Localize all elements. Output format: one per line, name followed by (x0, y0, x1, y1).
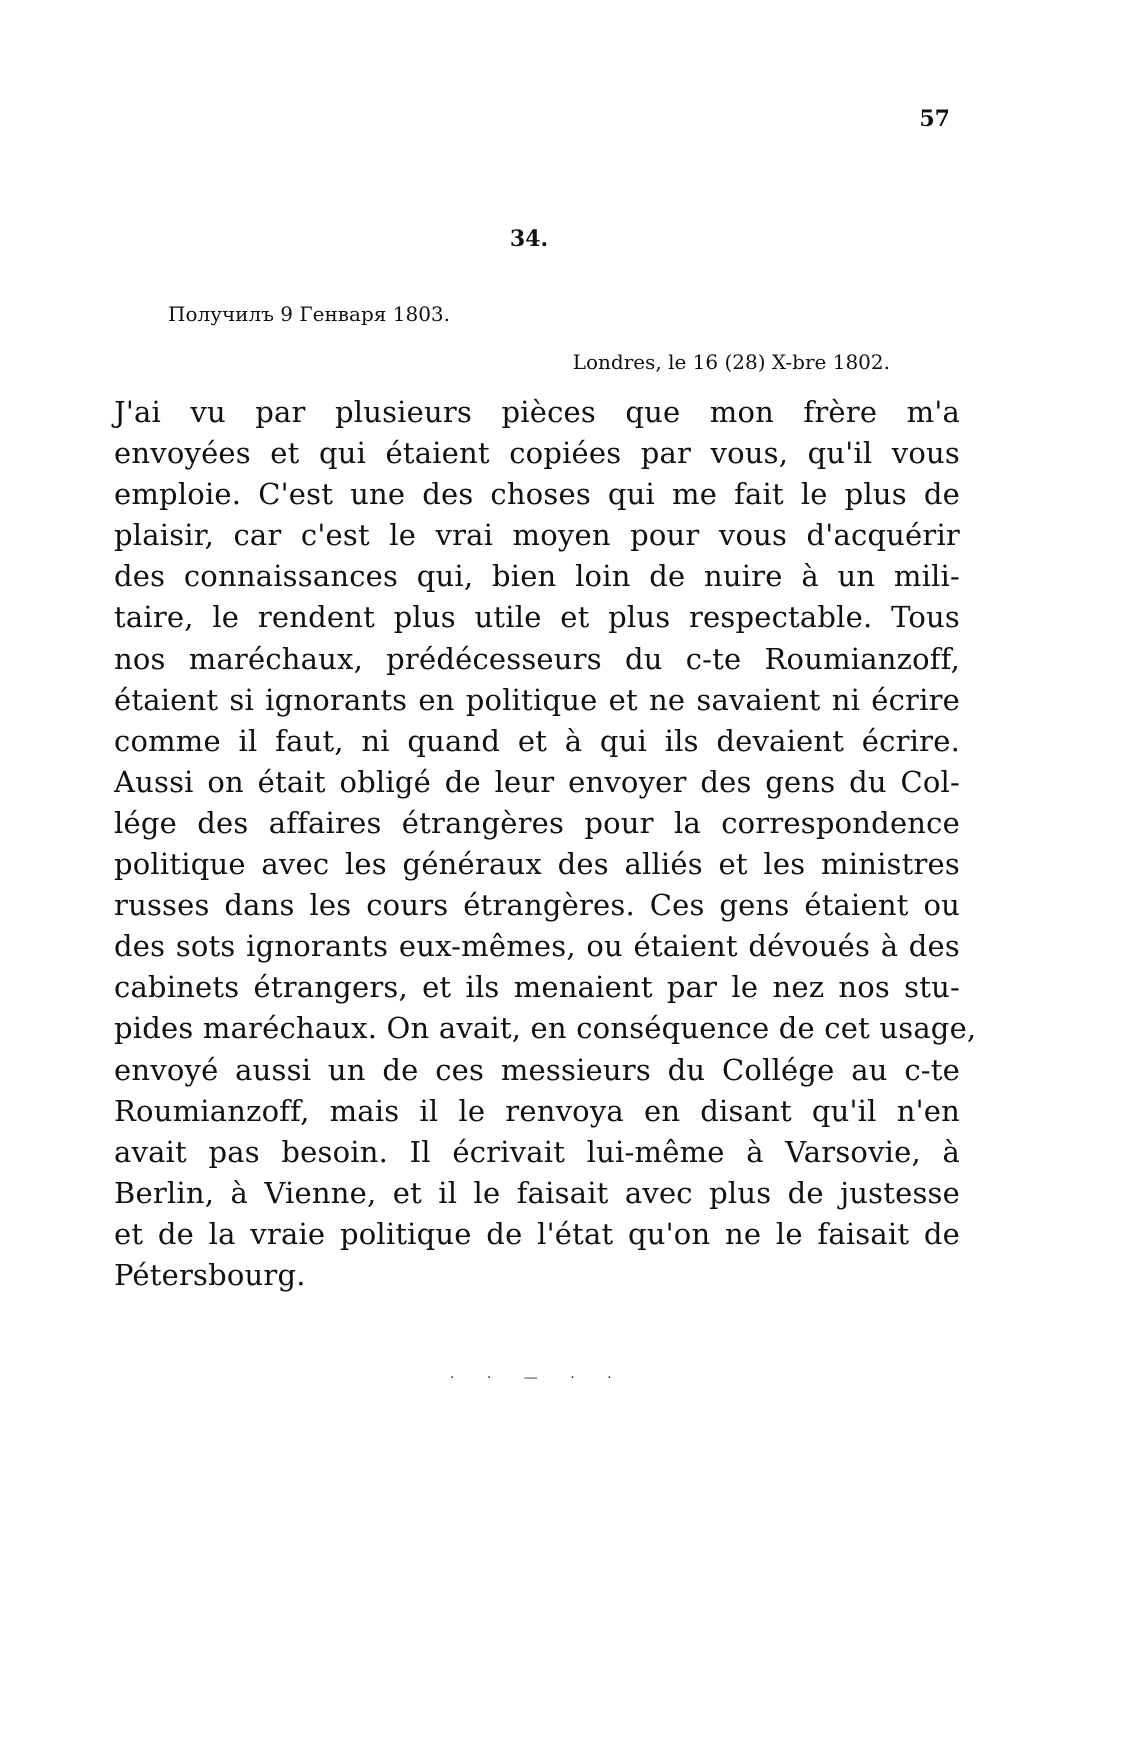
text-line: J'ai vu par plusieurs pièces que mon frère m'a (114, 395, 960, 429)
text-line: Pétersbourg. (114, 1257, 306, 1292)
text-line: envoyées et qui étaient copiées par vous, qu'il vous (114, 436, 960, 471)
text-line: pides maréchaux. On avait, en conséquence de cet usage, (114, 1011, 977, 1046)
text-line: Aussi on était obligé de leur envoyer des gens du Col- (114, 764, 960, 799)
text-line: taire, le rendent plus utile et plus respectable. Tous (114, 600, 960, 635)
page-number: 57 (919, 106, 950, 132)
text-line: avait pas besoin. Il écrivait lui-même à Varsovie, à (114, 1134, 960, 1169)
letter-number: 34. (509, 226, 549, 252)
place-date: Londres, le 16 (28) X-bre 1802. (572, 350, 890, 374)
text-line: lége des affaires étrangères pour la correspondence (114, 805, 960, 840)
text-line: politique avec les généraux des alliés et les ministres (114, 847, 960, 882)
text-line: cabinets étrangers, et ils menaient par le nez nos stu- (114, 970, 960, 1005)
text-line: russes dans les cours étrangères. Ces gens étaient ou (114, 888, 960, 923)
letter-body (114, 392, 977, 1296)
text-line: plaisir, car c'est le vrai moyen pour vous d'acquérir (114, 518, 960, 553)
text-line: nos maréchaux, prédécesseurs du c-te Roumianzoff, (114, 641, 960, 676)
text-line: Berlin, à Vienne, et il le faisait avec plus de justesse (114, 1175, 960, 1210)
text-line: des sots ignorants eux-mêmes, ou étaient dévoués à des (114, 929, 960, 964)
text-line: Roumianzoff, mais il le renvoya en disant qu'il n'en (114, 1093, 960, 1128)
text-line: emploie. C'est une des choses qui me fait le plus de (114, 477, 960, 512)
text-line: comme il faut, ni quand et à qui ils devaient écrire. (114, 723, 960, 758)
text-line: envoyé aussi un de ces messieurs du Collége au c-te (114, 1052, 960, 1087)
received-note: Получилъ 9 Генваря 1803. (168, 302, 451, 326)
text-line: des connaissances qui, bien loin de nuire à un mili- (114, 559, 960, 594)
text-line: étaient si ignorants en politique et ne savaient ni écrire (114, 682, 960, 717)
end-ornament: · · — · · (450, 1370, 626, 1386)
text-line: et de la vraie politique de l'état qu'on ne le faisait de (114, 1216, 960, 1251)
